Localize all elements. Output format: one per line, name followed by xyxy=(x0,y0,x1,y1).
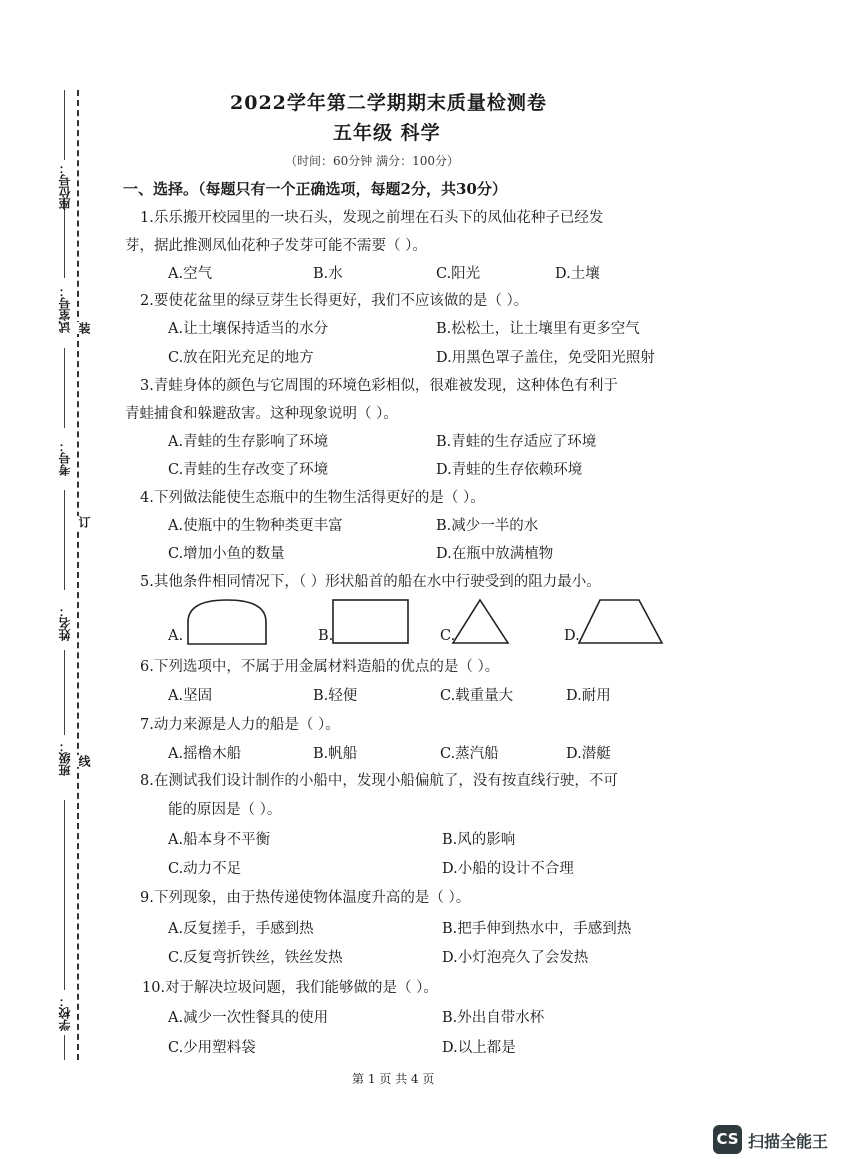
option: B. xyxy=(318,628,334,644)
option: B.减少一半的水 xyxy=(436,518,539,534)
class-fill-line xyxy=(64,650,65,735)
option: B.帆船 xyxy=(313,746,358,762)
shape-triangle-bow xyxy=(451,598,511,646)
option: C.增加小鱼的数量 xyxy=(168,546,285,562)
section-heading: 一、选择。（每题只有一个正确选项，每题2分，共30分） xyxy=(123,180,507,198)
question-text: 5.其他条件相同情况下，（ ）形状船首的船在水中行驶受到的阻力最小。 xyxy=(140,574,601,590)
option: A.让土壤保持适当的水分 xyxy=(168,321,329,337)
option: A.船本身不平衡 xyxy=(168,832,271,848)
option: A.使瓶中的生物种类更丰富 xyxy=(168,518,343,534)
option: D.以上都是 xyxy=(442,1040,516,1056)
binding-mark-xian: 线 xyxy=(77,755,91,767)
option: C.少用塑料袋 xyxy=(168,1040,256,1056)
option: C.青蛙的生存改变了环境 xyxy=(168,462,329,478)
question-text: 9.下列现象，由于热传递使物体温度升高的是（ ）。 xyxy=(140,890,471,906)
question-text: 7.动力来源是人力的船是（ ）。 xyxy=(140,717,340,733)
option: B.松松土，让土壤里有更多空气 xyxy=(436,321,640,337)
question-text: 10.对于解决垃圾问题，我们能够做的是（ ）。 xyxy=(142,980,438,996)
option: B.青蛙的生存适应了环境 xyxy=(436,434,597,450)
option: C. xyxy=(440,628,456,644)
option: A.减少一次性餐具的使用 xyxy=(168,1010,329,1026)
shape-trapezoid-bow xyxy=(577,598,665,646)
option: D.小灯泡亮久了会发热 xyxy=(442,950,589,966)
question-text: 能的原因是（ ）。 xyxy=(168,802,282,818)
binding-mark-ding: 订 xyxy=(77,516,91,528)
question-text: 3.青蛙身体的颜色与它周围的环境色彩相似，很难被发现，这种体色有利于 xyxy=(140,378,618,394)
room-label: 试室号： xyxy=(58,285,72,333)
room-fill-line xyxy=(64,198,65,278)
shape-rectangle-bow xyxy=(331,598,411,646)
school-fill-line xyxy=(64,800,65,990)
class-label: 班级： xyxy=(58,740,72,776)
option: D.小船的设计不合理 xyxy=(442,861,574,877)
option: D.用黑色罩子盖住，免受阳光照射 xyxy=(436,350,655,366)
option: D.在瓶中放满植物 xyxy=(436,546,554,562)
binding-mark-zhuang: 装 xyxy=(77,322,91,334)
question-text: 青蛙捕食和躲避敌害。这种现象说明（ ）。 xyxy=(125,406,398,422)
number-label: 考号： xyxy=(58,440,72,476)
option: C.反复弯折铁丝，铁丝发热 xyxy=(168,950,343,966)
option: A.青蛙的生存影响了环境 xyxy=(168,434,329,450)
question-text: 1.乐乐搬开校园里的一块石头，发现之前埋在石头下的凤仙花种子已经发 xyxy=(140,210,604,226)
option: A.摇橹木船 xyxy=(168,746,242,762)
question-text: 芽，据此推测凤仙花种子发芽可能不需要（ ）。 xyxy=(125,238,427,254)
name-fill-line xyxy=(64,490,65,590)
scanner-logo: CS xyxy=(713,1125,742,1154)
option: A.空气 xyxy=(168,266,213,282)
option: A.反复搓手，手感到热 xyxy=(168,921,314,937)
exam-info: （时间：60分钟 满分：100分） xyxy=(285,154,459,168)
option: B.风的影响 xyxy=(442,832,516,848)
binding-dashed-line xyxy=(77,90,79,1060)
bottom-fill-line xyxy=(64,1035,65,1060)
option: B.水 xyxy=(313,266,343,282)
option: B.外出自带水杯 xyxy=(442,1010,545,1026)
seat-label: 座位号： xyxy=(58,162,72,210)
question-text: 8.在测试我们设计制作的小船中，发现小船偏航了，没有按直线行驶，不可 xyxy=(140,773,618,789)
option: D.耐用 xyxy=(566,688,611,704)
name-label: 姓名： xyxy=(58,605,72,641)
option: B.轻便 xyxy=(313,688,358,704)
option: C.蒸汽船 xyxy=(440,746,499,762)
shape-semicircle-bow xyxy=(186,598,270,646)
option: D.土壤 xyxy=(555,266,600,282)
option: C.阳光 xyxy=(436,266,481,282)
number-fill-line xyxy=(64,348,65,428)
option: D.青蛙的生存依赖环境 xyxy=(436,462,583,478)
school-label: 学校： xyxy=(58,995,72,1031)
option: B.把手伸到热水中，手感到热 xyxy=(442,921,632,937)
exam-subtitle: 五年级 科学 xyxy=(333,122,441,144)
option: C.动力不足 xyxy=(168,861,242,877)
option: D.潜艇 xyxy=(566,746,611,762)
page-number: 第 1 页 共 4 页 xyxy=(352,1072,435,1086)
option: D. xyxy=(564,628,580,644)
option: C.放在阳光充足的地方 xyxy=(168,350,314,366)
question-text: 4.下列做法能使生态瓶中的生物生活得更好的是（ ）。 xyxy=(140,490,485,506)
question-text: 6.下列选项中，不属于用金属材料造船的优点的是（ ）。 xyxy=(140,659,500,675)
option: A. xyxy=(168,628,184,644)
option: C.载重量大 xyxy=(440,688,514,704)
exam-title: 2022学年第二学期期末质量检测卷 xyxy=(230,92,547,114)
scanner-watermark-text: 扫描全能王 xyxy=(748,1132,829,1151)
seat-fill-line xyxy=(64,90,65,160)
question-text: 2.要使花盆里的绿豆芽生长得更好，我们不应该做的是（ ）。 xyxy=(140,293,529,309)
option: A.坚固 xyxy=(168,688,213,704)
